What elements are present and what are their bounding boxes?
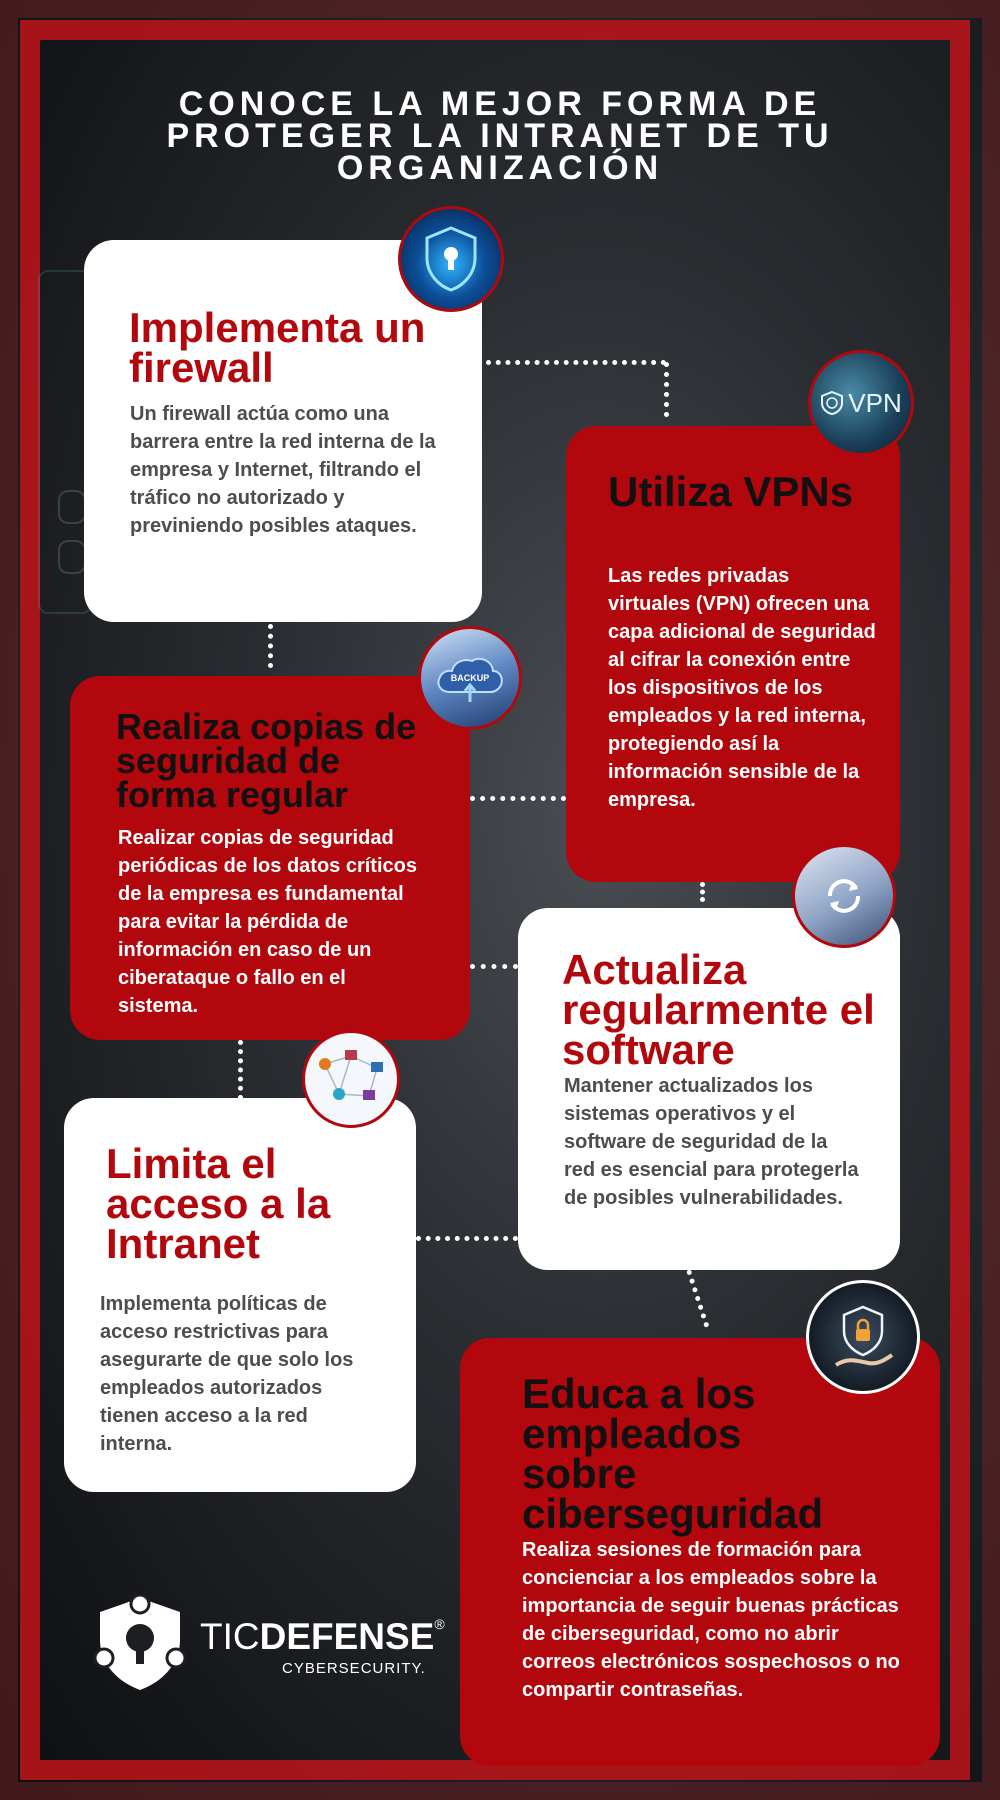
card-body: Un firewall actúa como una barrera entre la red interna de la empresa y Internet, filtrando el tráfico no autorizado y previniendo posibles ataques. xyxy=(130,403,436,537)
background-panel-decoration xyxy=(58,490,86,524)
connector-line xyxy=(470,964,518,969)
connector-line xyxy=(486,360,666,365)
card-limit-access xyxy=(64,1098,416,1492)
card-heading: Actualiza regularmente el software xyxy=(562,946,875,1073)
connector-line xyxy=(470,796,566,801)
cloud-backup-icon xyxy=(418,626,522,730)
logo-name-light: TIC xyxy=(200,1616,260,1657)
update-sync-icon xyxy=(792,844,896,948)
connector-line xyxy=(416,1236,518,1241)
card-heading: Implementa un firewall xyxy=(129,304,426,391)
vpn-label: VPN xyxy=(848,387,902,418)
logo-wordmark xyxy=(200,1616,445,1658)
background-panel-decoration xyxy=(58,540,86,574)
logo-tagline: CYBERSECURITY. xyxy=(282,1660,426,1677)
hand-shield-lock-icon xyxy=(806,1280,920,1394)
card-body: Realizar copias de seguridad periódicas de los datos críticos de la empresa es fundamental para evitar la pérdida de información en caso de un ciberataque o fallo en el sistema. xyxy=(118,827,417,1017)
page-title: CONOCE LA MEJOR FORMA DE PROTEGER LA INTRANET DE TU ORGANIZACIÓN xyxy=(166,85,834,187)
backup-label: BACKUP xyxy=(450,673,490,683)
card-body: Realiza sesiones de formación para concienciar a los empleados sobre la importancia de seguir buenas prácticas de ciberseguridad, como no abrir correos electrónicos sospechosos o no compartir contraseñas. xyxy=(522,1539,900,1701)
card-heading: Realiza copias de seguridad de forma regular xyxy=(116,706,417,816)
card-heading: Utiliza VPNs xyxy=(608,468,854,515)
card-backup xyxy=(70,676,470,1040)
card-body: Implementa políticas de acceso restrictivas para asegurarte de que solo los empleados autorizados tienen acceso a la red interna. xyxy=(100,1293,354,1455)
connector-line xyxy=(268,624,273,668)
card-educate xyxy=(460,1338,940,1766)
card-heading: Limita el acceso a la Intranet xyxy=(106,1140,331,1267)
network-houses-icon xyxy=(302,1030,400,1128)
logo-name-bold: DEFENSE xyxy=(259,1616,435,1657)
card-heading: Educa a los empleados sobre ciberseguridad xyxy=(522,1370,824,1537)
shield-logo-icon xyxy=(92,1594,188,1694)
connector-line xyxy=(700,882,705,902)
ticdefense-logo xyxy=(92,1594,445,1694)
card-body: Las redes privadas virtuales (VPN) ofrecen una capa adicional de seguridad al cifrar la conexión entre los dispositivos de los empleados y la red interna, protegiendo así la información sensible de la empresa. xyxy=(608,565,876,811)
card-update-software xyxy=(518,908,900,1270)
card-vpn xyxy=(566,426,900,882)
shield-lock-icon xyxy=(398,206,504,312)
connector-line xyxy=(664,362,669,417)
connector-line xyxy=(238,1040,243,1100)
registered-mark: ® xyxy=(434,1616,445,1632)
card-body: Mantener actualizados los sistemas operativos y el software de seguridad de la red es esencial para protegerla de posibles vulnerabilidades. xyxy=(564,1075,859,1209)
vpn-icon xyxy=(808,350,914,456)
